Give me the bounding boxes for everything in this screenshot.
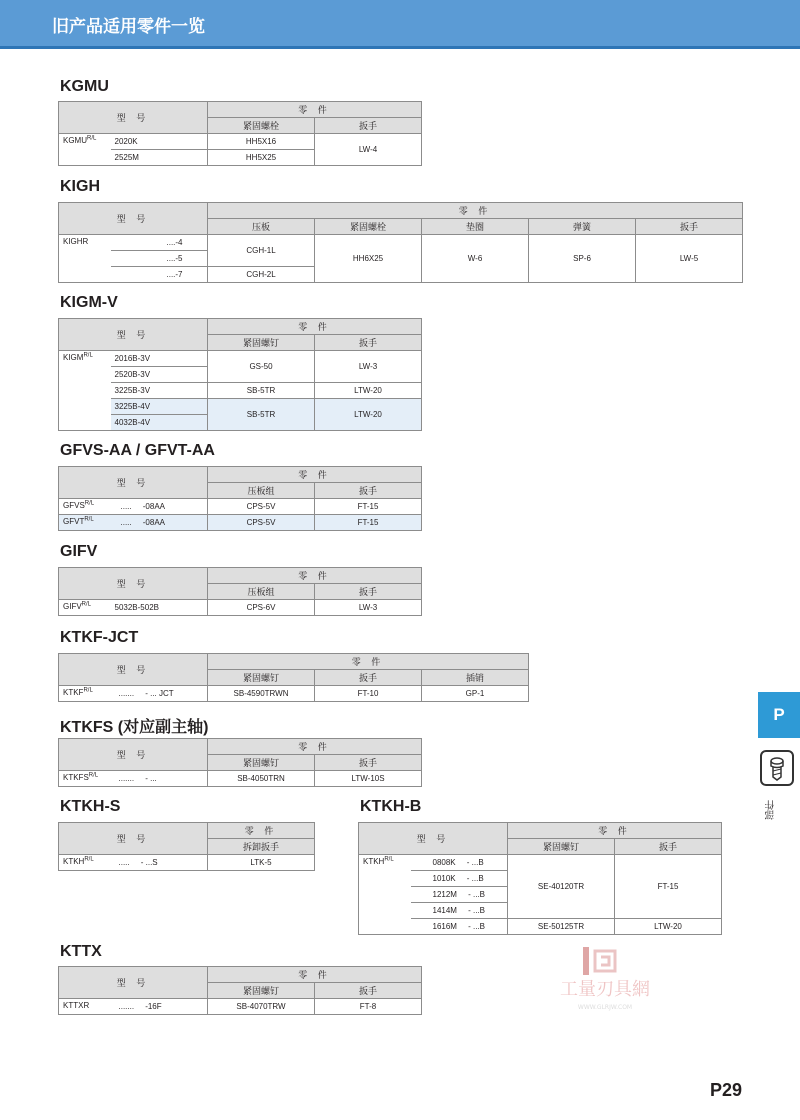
model-code: 2525M [111, 150, 208, 166]
screw-value: SB-5TR [208, 383, 315, 399]
model-code: 1010K - ...B [411, 871, 508, 887]
wrench-value: LW-5 [636, 235, 743, 283]
wrench-value: FT-15 [615, 855, 722, 919]
clamp-value: CPS-6V [208, 600, 315, 616]
table-gfvs [58, 466, 422, 531]
col-wrench: 扳手 [315, 335, 422, 351]
section-title-ktkhs: KTKH-S [60, 798, 121, 815]
col-screw: 紧固螺栓 [315, 219, 422, 235]
page-header [0, 0, 800, 46]
parts-header: 零 件 [208, 467, 422, 483]
screw-value: SB-4070TRW [208, 999, 315, 1015]
model-prefix: $GIFV^{R/L}$ [59, 600, 111, 616]
model-header: 型 号 [59, 654, 208, 686]
section-title-kigmv: KIGM-V [60, 294, 118, 311]
watermark-text: 工量刃具網 [560, 979, 650, 1000]
clamp-value: CGH-2L [208, 267, 315, 283]
col-clamp: 压板组 [208, 584, 315, 600]
model-prefix: $KTKF^{R/L}$ [59, 686, 111, 702]
parts-header: 零 件 [208, 967, 422, 983]
table-ktkhs [58, 822, 315, 871]
wrench-value: LW-3 [315, 600, 422, 616]
col-wrench: 扳手 [636, 219, 743, 235]
model-prefix: $GFVT^{R/L}$ [59, 515, 111, 531]
model-header: 型 号 [59, 102, 208, 134]
model-prefix: $KTKH^{R/L}$ [59, 855, 111, 871]
parts-header: 零 件 [208, 102, 422, 118]
model-code: 1212M - ...B [411, 887, 508, 903]
wrench-value: LW-4 [315, 134, 422, 166]
washer-value: W-6 [422, 235, 529, 283]
section-title-ktkhb: KTKH-B [360, 798, 422, 815]
col-wrench: 扳手 [615, 839, 722, 855]
col-screw: 紧固螺钉 [508, 839, 615, 855]
model-code: ....... -16F [111, 999, 208, 1015]
table-gifv [58, 567, 422, 616]
model-code: 2520B-3V [111, 367, 208, 383]
model-header: 型 号 [359, 823, 508, 855]
col-wrench: 扳手 [315, 983, 422, 999]
model-header: 型 号 [59, 467, 208, 499]
col-wrench: 扳手 [315, 584, 422, 600]
wrench-value: FT-8 [315, 999, 422, 1015]
col-wrench: 扳手 [315, 483, 422, 499]
model-prefix: $KTKH^{R/L}$ [359, 855, 411, 935]
parts-header: 零 件 [208, 823, 315, 839]
screw-value: HH5X16 [208, 134, 315, 150]
spring-value: SP-6 [529, 235, 636, 283]
screw-value: SB-4590TRWN [208, 686, 315, 702]
section-tab-p[interactable]: P [758, 692, 800, 738]
side-label: 部件 [766, 800, 777, 820]
col-screw: 紧固螺钉 [208, 335, 315, 351]
table-ktkfs [58, 738, 422, 787]
screw-value: SB-4050TRN [208, 771, 315, 787]
table-kigh [58, 202, 743, 283]
screw-icon [762, 752, 792, 784]
model-code: ....-7 [111, 267, 208, 283]
wrench-value: LW-3 [315, 351, 422, 383]
col-wrench: 扳手 [315, 118, 422, 134]
table-kttx [58, 966, 422, 1015]
model-prefix: $KGMU^{R/L}$ [59, 134, 111, 166]
section-title-gfvs: GFVS-AA / GFVT-AA [60, 442, 215, 459]
model-code: 3225B-4V [111, 399, 208, 415]
model-code: ....-4 [111, 235, 208, 251]
model-prefix: $GFVS^{R/L}$ [59, 499, 111, 515]
screw-value: SE-40120TR [508, 855, 615, 919]
col-screw: 紧固螺钉 [208, 755, 315, 771]
model-code: ....-5 [111, 251, 208, 267]
model-prefix: KIGHR [59, 235, 111, 283]
parts-header: 零 件 [208, 203, 743, 219]
table-kgmu [58, 101, 422, 166]
model-code: ....... - ... [111, 771, 208, 787]
model-header: 型 号 [59, 319, 208, 351]
parts-header: 零 件 [208, 319, 422, 335]
screw-value: GS-50 [208, 351, 315, 383]
screw-value: HH5X25 [208, 150, 315, 166]
model-code: ..... - ...S [111, 855, 208, 871]
col-screw: 紧固螺栓 [208, 118, 315, 134]
wrench-value: FT-15 [315, 499, 422, 515]
model-code: 0808K - ...B [411, 855, 508, 871]
wrench-value: LTW-20 [315, 399, 422, 431]
parts-header: 零 件 [208, 568, 422, 584]
clamp-value: CGH-1L [208, 235, 315, 267]
wrench-value: LTW-20 [315, 383, 422, 399]
model-code: 4032B-4V [111, 415, 208, 431]
page-number: P29 [710, 1080, 743, 1100]
screw-value: SB-5TR [208, 399, 315, 431]
parts-header: 零 件 [508, 823, 722, 839]
col-screw: 紧固螺钉 [208, 670, 315, 686]
watermark-url: WWW.GLRJW.COM [577, 1004, 633, 1011]
col-clamp: 压板组 [208, 483, 315, 499]
model-header: 型 号 [59, 739, 208, 771]
model-code: ..... -08AA [111, 499, 208, 515]
model-code: 1414M - ...B [411, 903, 508, 919]
wrench-value: LTK-5 [208, 855, 315, 871]
part-icon [760, 750, 794, 786]
col-pin: 插销 [422, 670, 529, 686]
col-wrench: 扳手 [315, 670, 422, 686]
wrench-value: FT-10 [315, 686, 422, 702]
model-header: 型 号 [59, 967, 208, 999]
clamp-value: CPS-5V [208, 515, 315, 531]
table-ktkhb [358, 822, 722, 935]
model-prefix: $KIGM^{R/L}$ [59, 351, 111, 431]
page-title: 旧产品适用零件一览 [52, 17, 205, 37]
model-code: 2020K [111, 134, 208, 150]
header-underline [0, 46, 800, 49]
section-title-gifv: GIFV [60, 543, 98, 560]
section-title-ktkfs: KTKFS (对应副主轴) [60, 719, 209, 736]
model-prefix: $KTKFS^{R/L}$ [59, 771, 111, 787]
col-washer: 垫圈 [422, 219, 529, 235]
model-header: 型 号 [59, 203, 208, 235]
model-code: 1616M - ...B [411, 919, 508, 935]
parts-header: 零 件 [208, 739, 422, 755]
col-screw: 紧固螺钉 [208, 983, 315, 999]
screw-value: HH6X25 [315, 235, 422, 283]
section-title-kigh: KIGH [60, 178, 100, 195]
wrench-value: FT-15 [315, 515, 422, 531]
model-code: ..... -08AA [111, 515, 208, 531]
watermark-logo [535, 945, 675, 1015]
model-header: 型 号 [59, 568, 208, 600]
section-title-kttx: KTTX [60, 943, 102, 960]
table-kigmv [58, 318, 422, 431]
pin-value: GP-1 [422, 686, 529, 702]
model-code: 5032B-502B [111, 600, 208, 616]
table-ktkfjct [58, 653, 529, 702]
model-prefix: KTTXR [59, 999, 111, 1015]
model-code: 3225B-3V [111, 383, 208, 399]
section-title-kgmu: KGMU [60, 78, 109, 95]
col-wrench: 扳手 [315, 755, 422, 771]
col-clamp: 压板 [208, 219, 315, 235]
clamp-value: CPS-5V [208, 499, 315, 515]
screw-value: SE-50125TR [508, 919, 615, 935]
model-code: ....... - ... JCT [111, 686, 208, 702]
wrench-value: LTW-10S [315, 771, 422, 787]
section-title-ktkfjct: KTKF-JCT [60, 629, 139, 646]
col-wrench: 拆卸扳手 [208, 839, 315, 855]
model-header: 型 号 [59, 823, 208, 855]
wrench-value: LTW-20 [615, 919, 722, 935]
parts-header: 零 件 [208, 654, 529, 670]
model-code: 2016B-3V [111, 351, 208, 367]
col-spring: 弹簧 [529, 219, 636, 235]
